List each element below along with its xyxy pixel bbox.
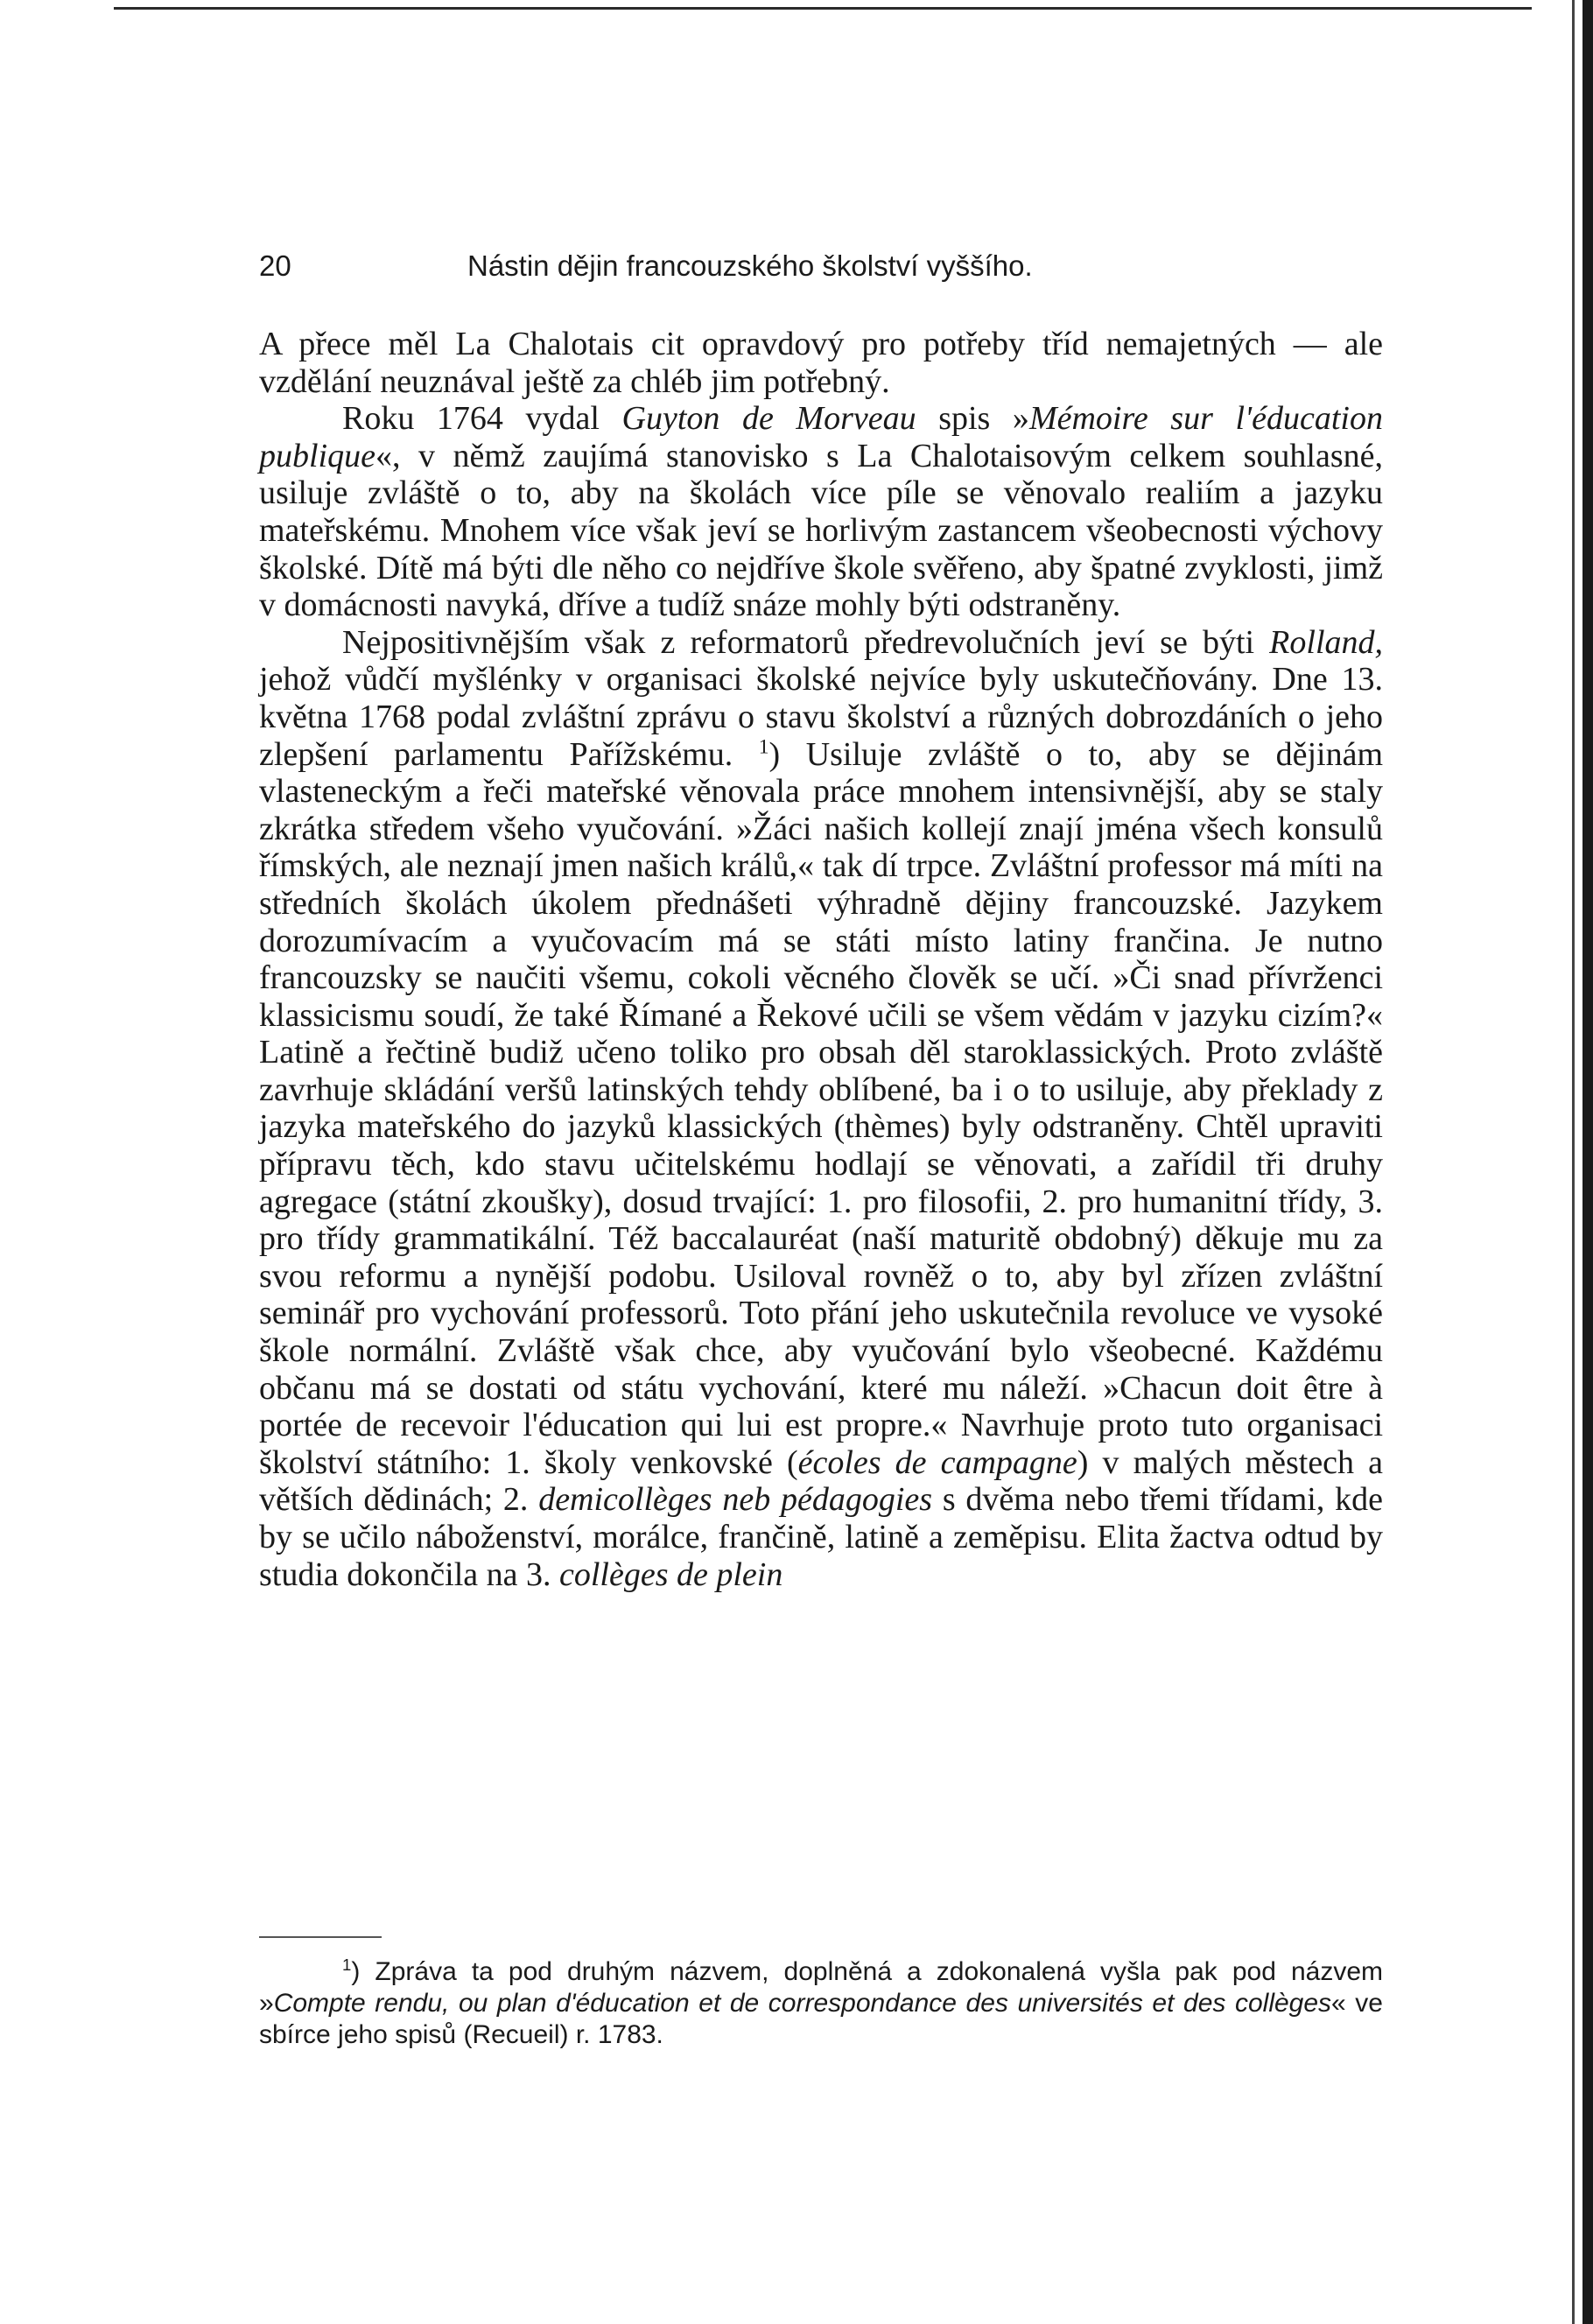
footnote-ref: 1 <box>758 734 769 758</box>
p3-text-b: jehož vůdčí myšlénky v organisaci školské nejvíce byly uskutečňovány. Dne 13. května 1768 podal zvláštní zprávu o stavu školství a různých dobrozdáních o jeho zlepšení parlamentu Pařížskému. <box>259 661 1383 773</box>
p2-text-b: spis » <box>916 400 1029 438</box>
p3-text-d: ) v malých městech a větších dědinách; 2. <box>259 1443 1384 1519</box>
p3-text-c: ) Usiluje zvláště o to, aby se dějinám vlasteneckým a řeči mateřské věnovala práce mnohem intensivnější, aby se staly zkrátka středem všeho vyučování. »Žáci našich kollejí znají jména všech konsulů římských, ale neznají jmen našich králů,« tak dí trpce. Zvláštní professor má míti na středních školách úkolem přednášeti výhradně dějiny francouzské. Jazykem dorozumívacím a vyučovacím má se státi místo latiny frančina. Je nutno francouzsky se naučiti všemu, cokoli věcného člověk se učí. »Či snad přívrženci klassicismu soudí, že také Římané a Řekové učili se všem vědám v jazyku cizím?« Latině a řečtině budiž učeno toliko pro obsah děl staroklassických. Proto zvláště zavrhuje skládání veršů latinských tehdy oblíbené, ba i o to usiluje, aby překlady z jazyka mateřského do jazyků klassických (thèmes) byly odstraněny. Chtěl upraviti přípravu těch, kdo stavu učitelskému hodlají se věnovati, a zařídil tři druhy agregace (státní zkoušky), dosud trvající: 1. pro filosofii, 2. pro humanitní třídy, 3. pro třídy grammatikální. Též baccalauréat (naší maturitě obdobný) děkuje mu za svou reformu a nynější podobu. Usiloval rovněž o to, aby byl zřízen zvláštní seminář pro vychování professorů. Toto přání jeho uskutečnila revoluce ve vysoké škole normální. Zvláště však chce, aby vyučování bylo všeobecné. Každému občanu má se dostati od státu vychování, které mu náleží. »Chacun doit être à portée de recevoir l'éducation qui lui est propre.« Navrhuje proto tuto organisaci školství státního: 1. školy venkovské ( <box>259 735 1383 1481</box>
running-head <box>259 249 1383 293</box>
paragraph-1 <box>259 326 1383 400</box>
footnote-text-a: ) Zpráva ta pod druhým názvem, doplněná a zdokonalená vyšla pak pod názvem » <box>259 1957 1383 2018</box>
paragraph-3 <box>259 624 1383 1593</box>
scan-top-edge <box>114 7 1532 10</box>
paragraph-2 <box>259 400 1383 624</box>
p3-author-name: Rolland, <box>1269 623 1383 661</box>
p3-term-colleges: collèges de plein <box>558 1555 783 1593</box>
p3-text-a: Nejpositivnějším však z reformatorů předrevolučních jeví se býti <box>342 623 1270 661</box>
footnote <box>259 1956 1383 2051</box>
p2-author-name: Guyton de Morveau <box>621 400 916 438</box>
paragraph-1-text: A přece měl La Chalotais cit opravdový pro potřeby tříd nemajetných — ale vzdělání neuznával ještě za chléb jim potřebný. <box>259 326 1383 400</box>
footnote-text-b: « ve sbírce jeho spisů (Recueil) r. 1783. <box>259 1989 1383 2049</box>
page-number: 20 <box>259 249 291 282</box>
scan-right-edge-inner <box>1572 0 1575 2324</box>
footnote-paragraph <box>259 1956 1383 2051</box>
p3-term-demicolleges: demicollèges neb pédagogies <box>538 1481 933 1519</box>
p2-work-title: Mémoire sur l'éducation publique <box>259 400 1383 474</box>
footnote-work-title: Compte rendu, ou plan d'éducation et de correspondance des universités et des collèges <box>273 1989 1332 2018</box>
p3-term-ecoles: écoles de campagne <box>797 1443 1077 1481</box>
p2-text-c: «, v němž zaujímá stanovisko s La Chalotaisovým celkem souhlasné, usiluje zvláště o to, aby na školách více píle se věnovalo realiím a jazyku mateřskému. Mnohem více však jeví se horlivým zastancem všeobecnosti výchovy školské. Dítě má býti dle něho co nejdříve škole svěřeno, aby špatné zvyklosti, jimž v domácnosti navyká, dříve a tudíž snáze mohly býti odstraněny. <box>259 437 1383 624</box>
scan-right-edge <box>1582 0 1593 2324</box>
footnote-rule <box>259 1936 382 1938</box>
p3-text-e: s dvěma nebo třemi třídami, kde by se učilo náboženství, morálce, frančině, latině a zeměpisu. Elita žactva odtud by studia dokončila na 3. <box>259 1481 1383 1593</box>
running-title: Nástin dějin francouzského školství vyššího. <box>467 249 1033 282</box>
p2-text-a: Roku 1764 vydal <box>342 400 622 438</box>
body-text <box>259 326 1383 1593</box>
footnote-marker: 1 <box>342 1955 352 1974</box>
